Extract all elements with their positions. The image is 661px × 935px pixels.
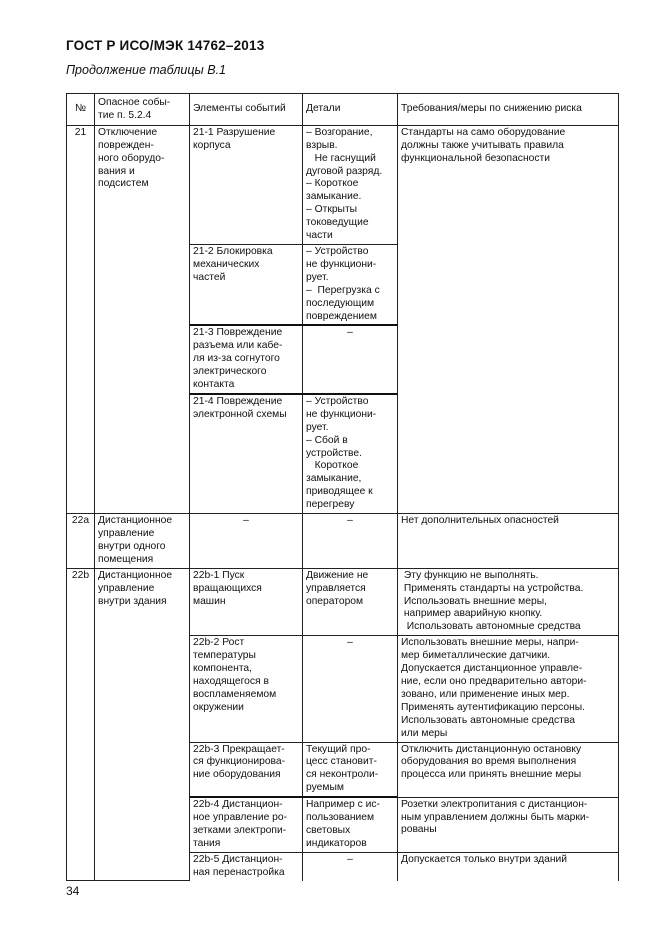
row-details: – Возгорание, взрыв. Не гаснущий дуговой разряд. – Короткое замыкание. – Открыты токоведущие части [303,125,398,244]
row-element: 21-2 Блокировка механических частей [190,244,303,325]
row-element: 22b-2 Рост температуры компонента, находящегося в воспламеняемом окружении [190,636,303,742]
header-no: № [67,94,95,126]
row-details: – Устройство не функциони- рует. – Сбой в устройстве. Короткое замыкание, приводящее к перегреву [303,394,398,514]
table-row [67,125,619,244]
header-elements: Элементы событий [190,94,303,126]
row-details: – [303,636,398,742]
row-details: – [303,852,398,880]
row-element: 21-1 Разрушение корпуса [190,125,303,244]
row-element: 22b-1 Пуск вращающихся машин [190,568,303,636]
row-element: 22b-4 Дистанцион- ное управление ро- зетками электропи- тания [190,797,303,852]
row-element: 21-3 Повреждение разъема или кабе- ля из-за согнутого электрического контакта [190,325,303,394]
row-details: Например с ис- пользованием световых индикаторов [303,797,398,852]
table-header-row [67,94,619,126]
row-number: 22b [67,568,95,880]
row-details: – [303,514,398,569]
row-requirements: Использовать внешние меры, напри- мер биметаллические датчики. Допускается дистанционное управле- ние, если оно предварительно автори- зовано, или применение иных мер. Применять аутентификацию персоны. Использовать автономные средства или меры [398,636,619,742]
row-requirements: Розетки электропитания с дистанцион- ным управлением должны быть марки- рованы [398,797,619,852]
row-number: 22a [67,514,95,569]
row-details: Движение не управляется оператором [303,568,398,636]
row-requirements: Стандарты на само оборудование должны также учитывать правила функциональной безопасности [398,125,619,513]
row-details: Текущий про- цесс становит- ся неконтроли- руемым [303,742,398,797]
row-event: Дистанционное управление внутри здания [95,568,190,880]
row-element: 22b-5 Дистанцион- ная перенастройка [190,852,303,880]
page-number: 34 [66,884,80,898]
row-event: Отключение поврежден- ного оборудо- вания и подсистем [95,125,190,513]
header-event: Опасное собы- тие п. 5.2.4 [95,94,190,126]
row-event: Дистанционное управление внутри одного помещения [95,514,190,569]
table-continuation-caption: Продолжение таблицы В.1 [66,63,226,77]
table-row [67,514,619,569]
row-details: – Устройство не функциони- рует. – Перегрузка с последующим повреждением [303,244,398,325]
standard-title: ГОСТ Р ИСО/МЭК 14762–2013 [66,38,265,53]
row-requirements: Допускается только внутри зданий [398,852,619,880]
row-number: 21 [67,125,95,513]
table-row [67,568,619,636]
row-requirements: Отключить дистанционную остановку оборудования во время выполнения процесса или принять внешние меры [398,742,619,797]
row-details: – [303,325,398,394]
row-requirements: Эту функцию не выполнять. Применять стандарты на устройства. Использовать внешние меры, например аварийную кнопку. Использовать автономные средства [398,568,619,636]
row-element: 21-4 Повреждение электронной схемы [190,394,303,514]
header-details: Детали [303,94,398,126]
row-element: – [190,514,303,569]
row-requirements: Нет дополнительных опасностей [398,514,619,569]
hazard-table [66,93,619,881]
header-requirements: Требования/меры по снижению риска [398,94,619,126]
row-element: 22b-3 Прекращает- ся функционирова- ние оборудования [190,742,303,797]
